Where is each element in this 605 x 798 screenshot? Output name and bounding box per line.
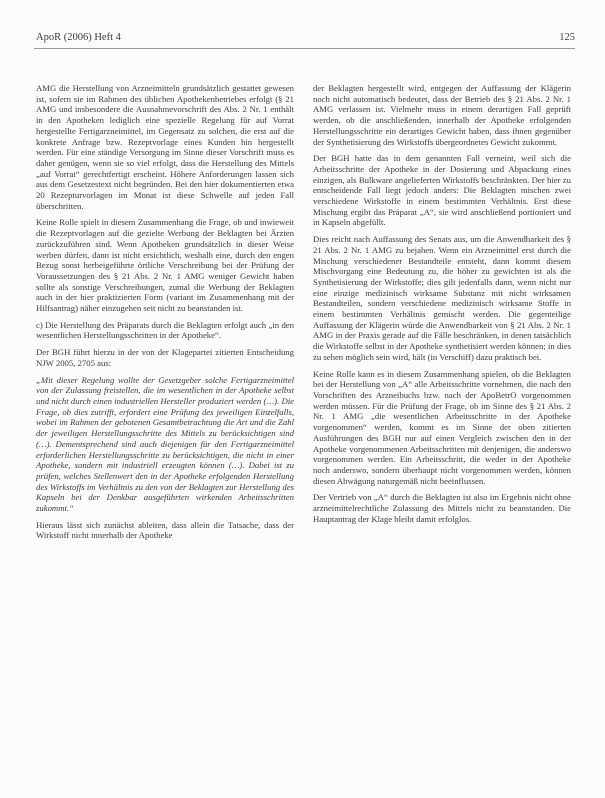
page-header	[36, 32, 575, 46]
paragraph: Keine Rolle kann es in diesem Zusammenhang spielen, ob die Beklagten bei der Herstellung von „A“ alle Arbeitsschritte vornehmen, die nach den Vorschriften des Arzneibuchs bzw. nach der ApoBetrO vorgenommen werden müssen. Für die Prüfung der Frage, ob im Sinne des § 21 Abs. 2 Nr. 1 AMG „die wesentlichen Arbeitsschritte in der Apotheke vorgenommen“ werden, kommt es im Sinne der oben zitierten Ausführungen des BGH nur auf einen Vergleich zwischen den in der Apotheke vorgenommenen Arbeitsschritten mit denjenigen, die anderswo vorgenommen werden. Ein Arbeitsschritt, die weder in der Apotheke noch anderswo, sondern überhaupt nicht vorgenommen werden, können diesen Abwägung naturgemäß nicht beeinflussen.	[313, 368, 571, 486]
paragraph: c) Die Herstellung des Präparats durch die Beklagten erfolgt auch „in den wesentlichen Herstellungsschritten in der Apotheke“.	[36, 319, 294, 341]
paragraph: Der BGH hatte das in dem genannten Fall verneint, weil sich die Arbeitsschritte der Apotheke in der Dosierung und Abpackung eines einzigen, als Bulkware angelieferten Wirkstoffs beschränkten. Der hier zu entscheidende Fall liegt jedoch anders: Die Beklagten mischen zwei verschiedene Wirkstoffe in einem bestimmten Verhältnis. Erst diese Mischung ergibt das Präparat „A“, sie wird anschließend portioniert und in Kapseln abgefüllt.	[313, 153, 571, 228]
header-rule	[34, 48, 575, 49]
right-column	[313, 83, 571, 530]
quotation: „Mit dieser Regelung wollte der Gesetzgeber solche Fertigarzneimittel von der Zulassung freistellen, die im wesentlichen in der Apotheke selbst und nicht durch einen industriellen Hersteller produziert werden (…). Die Frage, ob dies zutrifft, erfordert eine Prüfung des jeweiligen Einzelfalls, wobei im Rahmen der gebotenen Gesamtbetrachtung die Art und die Zahl der jeweiligen Herstellungsschritte des Mittels zu berücksichtigen sind (…). Dementsprechend sind auch diejenigen für den Fertigarzneimittel erforderlichen Herstellungsschritte zu berücksichtigen, die nicht in einer Apotheke, sondern mit industriell erzeugten können (…). Dabei ist zu prüfen, welches Stellenwert den in der Apotheke erfolgenden Herstellung des Wirkstoffs im Verhältnis zu den von der Beklagten zur Herstellung des Kapseln bei der Denkbar ausgeführten wirkenden Arbeitsschritten zukommt.“	[36, 374, 294, 514]
paragraph: Hieraus lässt sich zunächst ableiten, dass allein die Tatsache, dass der Wirkstoff nicht innerhalb der Apotheke	[36, 519, 294, 541]
page-number: 125	[559, 32, 575, 43]
paragraph: AMG die Herstellung von Arzneimitteln grundsätzlich gestattet gewesen ist, sofern sie im Rahmen des üblichen Apothekenbetriebes erfolgt (§ 21 AMG und insbesondere die Ausnahmevorschrift des Abs. 2 Nr. 1 enthält in den Apotheken lediglich eine spezielle Regelung für auf Vorrat hergestellte Fertigarzneimittel, im Gegensatz zu solchen, die erst auf die konkrete Anfrage bzw. Rezeptvorlage eines Kunden hin hergestellt werden. Für eine ständige Versorgung im Sinne dieser Vorschrift muss es daher genügen, wenn sie so viel erfolgt, dass die Herstellung des Mittels „auf Vorrat“ gerechtfertigt erscheint. Höhere Anforderungen lassen sich aus dem Gesetzestext nicht begründen. Bei den hier dokumentierten etwa 20 Rezepturvorlagen im Monat ist diese Schwelle auf jeden Fall überschritten.	[36, 83, 294, 211]
paragraph: Dies reicht nach Auffassung des Senats aus, um die Anwendbarkeit des § 21 Abs. 2 Nr. 1 AMG zu bejahen. Wenn ein Arzneimittel erst durch die Mischung verschiedener Bestandteile entsteht, dann kommt diesem Mischvorgang eine Bedeutung zu, die höher zu gewichten ist als die Synthetisierung der Wirkstoffe; dies gilt jedenfalls dann, wenn nicht nur eine einzige medizinisch wirksame Substanz mit nicht wirksamen Bestandteilen, sondern verschiedene medizinisch wirksame Stoffe in einem bestimmten Verhältnis gemischt werden. Die gegenteilige Auffassung der Klägerin würde die Anwendbarkeit von § 21 Abs. 2 Nr. 1 AMG in der Praxis gerade auf die Fälle beschränken, in denen tatsächlich die Wirkstoffe selbst in der Apotheke synthetisiert werden können; in dies zu sehen möglich sein wird, hält (in Verschiff) dazu praktisch bei.	[313, 234, 571, 362]
paragraph: Der Vertrieb von „A“ durch die Beklagten ist also im Ergebnis nicht ohne arzneimittelrechtliche Zulassung des Mittels nicht zu beanstanden. Die Hauptantrag der Klage bleibt damit erfolglos.	[313, 492, 571, 524]
paragraph: Keine Rolle spielt in diesem Zusammenhang die Frage, ob und inwieweit die Rezeptvorlagen auf die gezielte Werbung der Beklagten bei Ärzten zurückzuführen sind. Wenn Apotheken grundsätzlich in dieser Weise werben dürfen, dann ist nicht ersichtlich, weshalb eine, durch den engen Bezug sonst herbeigeführte örtliche Verschreibung bei der Prüfung der Voraussetzungen des § 21 Abs. 2 Nr. 1 AMG weniger Gewicht haben sollte als sonstige Verschreibungen, zumal die Werbung der Beklagten auch in der hier praktizierten Form (variant im Zusammenhang mit der Hilfsantrag) näher einzugehen seit nicht zu beanstanden ist.	[36, 217, 294, 314]
left-column	[36, 83, 294, 547]
paragraph: Der BGH führt hierzu in der von der Klagepartei zitierten Entscheidung NJW 2005, 2705 aus:	[36, 347, 294, 368]
journal-reference: ApoR (2006) Heft 4	[36, 32, 121, 43]
paragraph: der Beklagten hergestellt wird, entgegen der Auffassung der Klägerin noch nicht automatisch bedeutet, dass der Betrieb des § 21 Abs. 2 Nr. 1 AMG verlassen ist. Vielmehr muss in einem derartigen Fall geprüft werden, ob die anschließenden, innerhalb der Apotheke erfolgenden Herstellungsschritte ein derartiges Gewicht haben, dass ihnen gegenüber der Synthetisierung des Wirkstoffs übergeordnetes Gewicht zukommt.	[313, 83, 571, 147]
